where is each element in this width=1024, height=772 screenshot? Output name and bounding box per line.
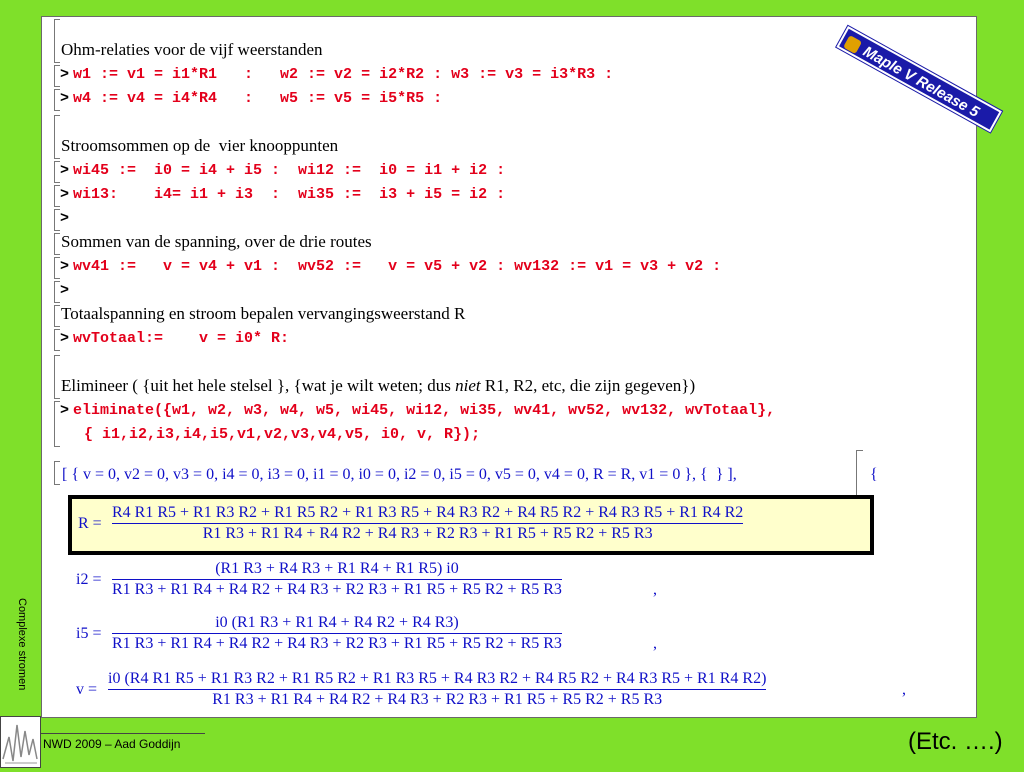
output-brace: { (870, 466, 878, 483)
eq-v-numerator: i0 (R4 R1 R5 + R1 R3 R2 + R1 R5 R2 + R1 R3 R5 + R4 R3 R2 + R4 R5 R2 + R4 R3 R5 + R1 R4 R2) (108, 670, 767, 687)
prompt-symbol: > (60, 330, 70, 347)
eq-R-fraction (112, 503, 743, 544)
comment-text: Sommen van de spanning, over de drie routes (61, 232, 372, 251)
eq-i2-fraction (112, 559, 562, 600)
eq-i2-comma: , (653, 581, 657, 598)
maple-command[interactable]: wvTotaal:= v = i0* R: (73, 330, 290, 347)
group-bracket (54, 233, 60, 255)
prompt-symbol: > (60, 258, 70, 275)
comment-part: Elimineer ( {uit het hele stelsel }, {wat je wilt weten; dus (61, 376, 456, 395)
output-bracket-large (856, 450, 863, 498)
eq-v-lhs: v = (76, 681, 98, 698)
footer-author: NWD 2009 – Aad Goddijn (43, 737, 181, 751)
prompt-symbol: > (60, 210, 70, 227)
prompt-symbol: > (60, 186, 70, 203)
input-line[interactable] (60, 183, 505, 205)
comment-part: R1, R2, etc, die zijn gegeven}) (480, 376, 696, 395)
eq-v-comma: , (902, 681, 906, 698)
eq-i5-comma: , (653, 635, 657, 652)
maple-command[interactable]: wi45 := i0 = i4 + i5 : wi12 := i0 = i1 + i2 : (73, 162, 506, 179)
input-line[interactable] (60, 255, 721, 277)
eq-v-fraction (108, 669, 766, 710)
eq-i2-numerator: (R1 R3 + R4 R3 + R1 R4 + R1 R5) i0 (215, 560, 459, 577)
prompt-symbol: > (60, 282, 70, 299)
input-line[interactable] (60, 207, 73, 229)
input-line[interactable] (60, 279, 73, 301)
eq-i5-fraction (112, 613, 562, 654)
maple-command[interactable]: { i1,i2,i3,i4,i5,v1,v2,v3,v4,v5, i0, v, R}); (84, 426, 481, 443)
input-line[interactable] (60, 327, 289, 349)
etc-label: (Etc. ….) (908, 728, 1003, 755)
group-bracket (54, 19, 60, 63)
input-line[interactable] (60, 63, 613, 85)
input-line-continuation[interactable] (84, 423, 480, 445)
maple-command[interactable]: w4 := v4 = i4*R4 : w5 := v5 = i5*R5 : (73, 90, 443, 107)
footer-divider (41, 733, 205, 734)
eq-R-numerator: R4 R1 R5 + R1 R3 R2 + R1 R5 R2 + R1 R3 R5 + R4 R3 R2 + R4 R5 R2 + R4 R3 R5 + R1 R4 R2 (112, 504, 744, 521)
comment-text: Totaalspanning en stroom bepalen vervangingsweerstand R (61, 304, 466, 323)
eq-R-lhs: R = (78, 515, 102, 532)
comment-text: Stroomsommen op de vier knooppunten (61, 136, 339, 155)
group-bracket (54, 305, 60, 327)
sidebar-label: Complexe stromen (16, 598, 28, 691)
comment-italic: niet (455, 376, 481, 395)
prompt-symbol: > (60, 90, 70, 107)
output-bracket (54, 461, 60, 485)
group-bracket (54, 355, 60, 399)
prompt-symbol: > (60, 162, 70, 179)
output-first-line: [ { v = 0, v2 = 0, v3 = 0, i4 = 0, i3 = 0, i1 = 0, i0 = 0, i2 = 0, i5 = 0, v5 = 0, v4 = 0, R = R, v1 = 0 }, { } ], (62, 466, 737, 483)
eq-i5-denominator: R1 R3 + R1 R4 + R4 R2 + R4 R3 + R2 R3 + R1 R5 + R5 R2 + R5 R3 (112, 635, 562, 652)
input-line[interactable] (60, 159, 505, 181)
maple-command[interactable]: w1 := v1 = i1*R1 : w2 := v2 = i2*R2 : w3 := v3 = i3*R3 : (73, 66, 614, 83)
prompt-symbol: > (60, 402, 70, 419)
maple-logo-icon (843, 35, 862, 54)
comment-text: Ohm-relaties voor de vijf weerstanden (61, 40, 323, 59)
maple-command[interactable]: wi13: i4= i1 + i3 : wi35 := i3 + i5 = i2 : (73, 186, 506, 203)
comment-text (61, 375, 695, 397)
group-bracket (54, 115, 60, 159)
eq-i2-lhs: i2 = (76, 571, 102, 588)
waveform-logo-icon (1, 717, 40, 767)
eq-R-denominator: R1 R3 + R1 R4 + R4 R2 + R4 R3 + R2 R3 + R1 R5 + R5 R2 + R5 R3 (202, 525, 653, 542)
eq-i5-lhs: i5 = (76, 625, 102, 642)
prompt-symbol: > (60, 66, 70, 83)
input-line[interactable] (60, 399, 775, 421)
maple-command[interactable]: wv41 := v = v4 + v1 : wv52 := v = v5 + v2 : wv132 := v1 = v3 + v2 : (73, 258, 722, 275)
footer-logo (0, 716, 41, 768)
badge-label: Maple V Release 5 (860, 42, 983, 121)
maple-command[interactable]: eliminate({w1, w2, w3, w4, w5, wi45, wi12, wi35, wv41, wv52, wv132, wvTotaal}, (73, 402, 776, 419)
input-line[interactable] (60, 87, 442, 109)
maple-worksheet[interactable] (41, 16, 977, 718)
eq-v-denominator: R1 R3 + R1 R4 + R4 R2 + R4 R3 + R2 R3 + R1 R5 + R5 R2 + R5 R3 (212, 691, 663, 708)
eq-i5-numerator: i0 (R1 R3 + R1 R4 + R4 R2 + R4 R3) (215, 614, 459, 631)
eq-i2-denominator: R1 R3 + R1 R4 + R4 R2 + R4 R3 + R2 R3 + R1 R5 + R5 R2 + R5 R3 (112, 581, 562, 598)
